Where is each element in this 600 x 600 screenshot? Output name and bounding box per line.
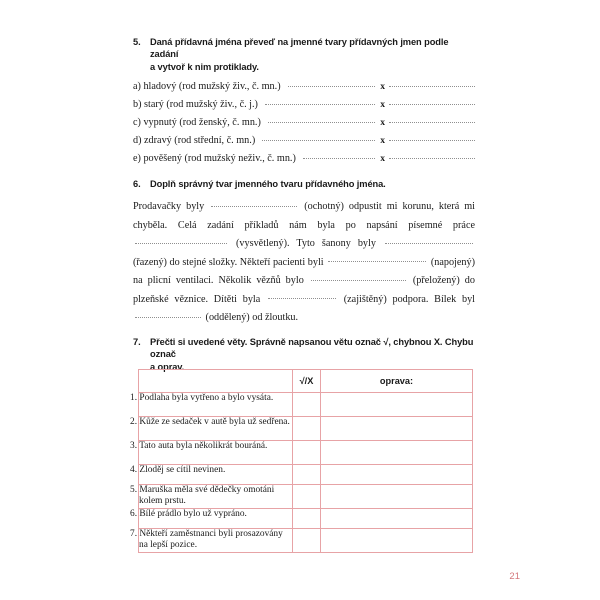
exercise-5-item-list <box>133 81 475 171</box>
exercise-5-heading <box>133 36 475 73</box>
mark-cell[interactable] <box>293 529 321 553</box>
exercise-6 <box>133 178 475 328</box>
exercise-6-text-segment: (vysvětlený). Tyto šanony byly <box>229 238 383 250</box>
exercise-6-text-segment: Prodavačky byly <box>133 201 210 213</box>
exercise-6-heading-text: Doplň správný tvar jmenného tvaru přídavného jména. <box>150 179 386 189</box>
mark-cell[interactable] <box>293 417 321 441</box>
correction-cell[interactable] <box>321 529 473 553</box>
exercise-5-number: 5. <box>133 37 141 47</box>
answer-blank-primary[interactable] <box>288 86 376 87</box>
exercise-6-text-segment: (ochotný) odpustit mi korunu, která mi chyběla. Celá zadání příkladů nám byla po napsání písemné práce <box>133 201 475 231</box>
exercise-6-heading <box>133 178 475 190</box>
cloze-blank-2[interactable] <box>135 243 227 244</box>
table-row <box>139 509 473 529</box>
exercise-6-text-segment: (zajištěný) podpora. Bílek byl <box>338 293 475 305</box>
table-row <box>139 465 473 485</box>
correction-cell[interactable] <box>321 465 473 485</box>
column-header-mark: √/X <box>293 370 321 393</box>
mark-cell[interactable] <box>293 393 321 417</box>
exercise-7-heading <box>133 336 475 373</box>
cloze-blank-1[interactable] <box>211 206 297 207</box>
mark-cell[interactable] <box>293 485 321 509</box>
answer-blank-primary[interactable] <box>268 122 375 123</box>
column-header-correction: oprava: <box>321 370 473 393</box>
answer-blank-opposite[interactable] <box>389 104 475 105</box>
correction-cell[interactable] <box>321 441 473 465</box>
table-row <box>139 417 473 441</box>
sentence-cell: 2. Kůže ze sedaček v autě byla už sedřena. <box>139 417 293 441</box>
sentence-correction-table <box>130 369 473 553</box>
mark-cell[interactable] <box>293 441 321 465</box>
sentence-cell: 7. Někteří zaměstnanci byli prosazovány na lepší pozice. <box>139 529 293 553</box>
list-item <box>133 81 475 99</box>
answer-blank-opposite[interactable] <box>389 86 475 87</box>
sentence-cell: 3. Tato auta byla několikrát bouráná. <box>139 441 293 465</box>
table-row <box>139 393 473 417</box>
correction-cell[interactable] <box>321 393 473 417</box>
table-header-row <box>139 370 473 393</box>
list-item <box>133 135 475 153</box>
table-row <box>139 441 473 465</box>
cloze-blank-3[interactable] <box>385 243 473 244</box>
list-item <box>133 99 475 117</box>
exercise-5-item-label: a) hladový (rod mužský živ., č. mn.) <box>133 81 281 93</box>
exercise-6-paragraph <box>133 198 475 328</box>
column-header-sentence <box>139 370 293 393</box>
exercise-6-text-segment: (napojený) na plicní ventilaci. Několik vězňů bylo <box>133 256 475 287</box>
table-row <box>139 485 473 509</box>
exercise-5-heading-line-1: Daná přídavná jména převeď na jmenné tvary přídavných jmen podle zadání <box>150 37 449 60</box>
exercise-6-text-segment: (řazený) do stejné složky. Někteří pacienti byli <box>133 256 327 268</box>
list-item <box>133 153 475 171</box>
correction-cell[interactable] <box>321 417 473 441</box>
cloze-blank-5[interactable] <box>311 280 406 281</box>
exercise-7-number: 7. <box>133 337 141 347</box>
table-row <box>139 529 473 553</box>
cloze-blank-4[interactable] <box>328 261 426 262</box>
opposite-separator: x <box>380 135 385 147</box>
sentence-cell: 5. Maruška měla své dědečky omotáni kolem prstu. <box>139 485 293 509</box>
exercise-5 <box>133 36 475 171</box>
correction-cell[interactable] <box>321 509 473 529</box>
exercise-7 <box>133 336 475 373</box>
answer-blank-opposite[interactable] <box>389 158 475 159</box>
cloze-blank-7[interactable] <box>135 317 201 318</box>
opposite-separator: x <box>380 153 385 165</box>
exercise-6-text-segment: (přeložený) do plzeňské věznice. Dítěti byla <box>133 275 475 305</box>
opposite-separator: x <box>380 99 385 111</box>
exercise-5-item-label: e) pověšený (rod mužský neživ., č. mn.) <box>133 153 296 165</box>
list-item <box>133 117 475 135</box>
exercise-7-heading-line-2: a oprav. <box>150 361 185 372</box>
answer-blank-opposite[interactable] <box>389 140 475 141</box>
answer-blank-primary[interactable] <box>303 158 375 159</box>
cloze-blank-6[interactable] <box>268 298 336 299</box>
exercise-7-heading-line-1: Přečti si uvedené věty. Správně napsanou větu označ √, chybnou X. Chybu označ <box>150 337 474 360</box>
sentence-cell: 1. Podlaha byla vytřeno a bylo vysáta. <box>139 393 293 417</box>
exercise-5-item-label: c) vypnutý (rod ženský, č. mn.) <box>133 117 261 129</box>
mark-cell[interactable] <box>293 509 321 529</box>
sentence-cell: 6. Bílé prádlo bylo už vypráno. <box>139 509 293 529</box>
opposite-separator: x <box>380 81 385 93</box>
answer-blank-opposite[interactable] <box>389 122 475 123</box>
exercise-5-item-label: b) starý (rod mužský živ., č. j.) <box>133 99 258 111</box>
page-number: 21 <box>509 571 520 582</box>
answer-blank-primary[interactable] <box>262 140 375 141</box>
exercise-5-heading-line-2: a vytvoř k nim protiklady. <box>150 61 259 72</box>
correction-cell[interactable] <box>321 485 473 509</box>
mark-cell[interactable] <box>293 465 321 485</box>
exercise-6-number: 6. <box>133 179 141 189</box>
exercise-6-text-segment: (oddělený) od žloutku. <box>203 312 299 324</box>
opposite-separator: x <box>380 117 385 129</box>
exercise-5-item-label: d) zdravý (rod střední, č. mn.) <box>133 135 256 147</box>
answer-blank-primary[interactable] <box>265 104 375 105</box>
sentence-cell: 4. Zloděj se cítil nevinen. <box>139 465 293 485</box>
